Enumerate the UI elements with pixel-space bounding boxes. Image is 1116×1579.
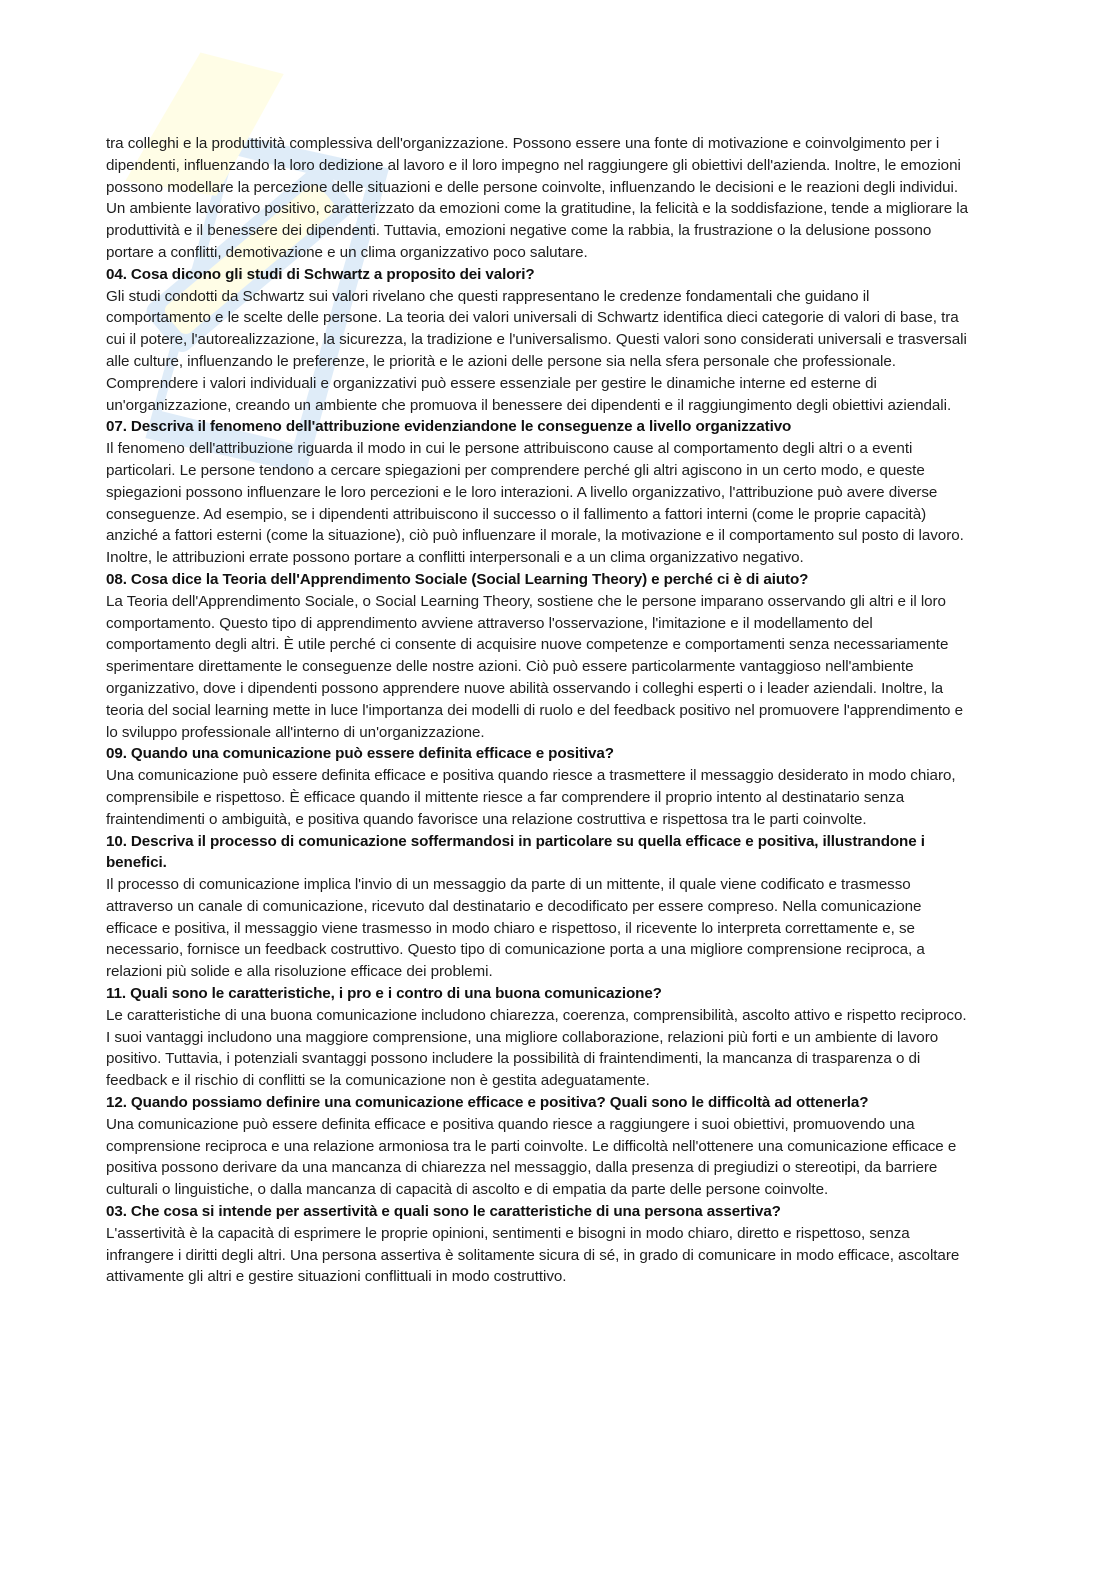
answer-paragraph: Il processo di comunicazione implica l'invio di un messaggio da parte di un mittente, il quale viene codificato e trasmesso attraverso un canale di comunicazione, ricevuto dal destinatario e decodificato per essere compreso. Nella comunicazione efficace e positiva, il messaggio viene trasmesso in modo chiaro e rispettoso, il ricevente lo interpreta correttamente e, se necessario, fornisce un feedback costruttivo. Questo tipo di comunicazione porta a una migliore comprensione reciproca, a relazioni più solide e alla risoluzione efficace dei problemi. xyxy=(106,876,925,981)
question-heading: 08. Cosa dice la Teoria dell'Apprendimento Sociale (Social Learning Theory) e perché ci è di aiuto? xyxy=(106,570,809,588)
answer-paragraph: La Teoria dell'Apprendimento Sociale, o Social Learning Theory, sostiene che le persone imparano osservando gli altri e il loro comportamento. Questo tipo di apprendimento avviene attraverso l'osservazione, l'imitazione e il modellamento del comportamento degli altri. È utile perché ci consente di acquisire nuove competenze e comportamenti senza necessariamente sperimentare direttamente le conseguenze delle nostre azioni. Ciò può essere particolarmente vantaggioso nell'ambiente organizzativo, dove i dipendenti possono apprendere nuove abilità osservando i colleghi esperti o i leader aziendali. Inoltre, la teoria del social learning mette in luce l'importanza dei modelli di ruolo e del feedback positivo nel promuovere l'apprendimento e lo sviluppo professionale all'interno di un'organizzazione. xyxy=(106,592,963,741)
question-heading: 03. Che cosa si intende per assertività e quali sono le caratteristiche di una persona assertiva? xyxy=(106,1203,781,1221)
answer-paragraph: Le caratteristiche di una buona comunicazione includono chiarezza, coerenza, comprensibilità, ascolto attivo e rispetto reciproco. I suoi vantaggi includono una maggiore comprensione, una migliore collaborazione, relazioni più forti e un ambiente di lavoro positivo. Tuttavia, i potenziali svantaggi possono includere la possibilità di fraintendimenti, la mancanza di trasparenza o di feedback e il rischio di conflitti se la comunicazione non è gestita adeguatamente. xyxy=(106,1006,967,1090)
answer-paragraph: Il fenomeno dell'attribuzione riguarda il modo in cui le persone attribuiscono cause al comportamento degli altri o a eventi particolari. Le persone tendono a cercare spiegazioni per comprendere perché gli altri agiscono in un certo modo, e queste spiegazioni possono influenzare le loro percezioni e le loro interazioni. A livello organizzativo, l'attribuzione può avere diverse conseguenze. Ad esempio, se i dipendenti attribuiscono il successo o il fallimento a fattori interni (come le proprie capacità) anziché a fattori esterni (come la situazione), ciò può influenzare il morale, la motivazione e il comportamento sul posto di lavoro. Inoltre, le attribuzioni errate possono portare a conflitti interpersonali e a un clima organizzativo negativo. xyxy=(106,440,964,567)
question-heading: 09. Quando una comunicazione può essere definita efficace e positiva? xyxy=(106,745,614,763)
document-body xyxy=(106,133,974,1288)
question-heading: 10. Descriva il processo di comunicazione soffermandosi in particolare su quella efficace e positiva, illustrandone i benefici. xyxy=(106,832,925,872)
answer-paragraph: L'assertività è la capacità di esprimere le proprie opinioni, sentimenti e bisogni in modo chiaro, diretto e rispettoso, senza infrangere i diritti degli altri. Una persona assertiva è solitamente sicura di sé, in grado di comunicare in modo efficace, ascoltare attivamente gli altri e gestire situazioni conflittuali in modo costruttivo. xyxy=(106,1224,960,1286)
intro-paragraph: tra colleghi e la produttività complessiva dell'organizzazione. Possono essere una fonte di motivazione e coinvolgimento per i dipendenti, influenzando la loro dedizione al lavoro e il loro impegno nel raggiungere gli obiettivi dell'azienda. Inoltre, le emozioni possono modellare la percezione delle situazioni e delle persone coinvolte, influenzando le decisioni e le reazioni degli individui. Un ambiente lavorativo positivo, caratterizzato da emozioni come la gratitudine, la felicità e la soddisfazione, tende a migliorare la produttività e il benessere dei dipendenti. Tuttavia, emozioni negative come la rabbia, la frustrazione o la delusione possono portare a conflitti, demotivazione e un clima organizzativo poco salutare. xyxy=(106,135,968,261)
question-heading: 11. Quali sono le caratteristiche, i pro e i contro di una buona comunicazione? xyxy=(106,985,662,1003)
answer-paragraph: Gli studi condotti da Schwartz sui valori rivelano che questi rappresentano le credenze fondamentali che guidano il comportamento e le scelte delle persone. La teoria dei valori universali di Schwartz identifica dieci categorie di valori di base, tra cui il potere, l'autorealizzazione, la sicurezza, la tradizione e l'universalismo. Questi valori sono considerati universali e trasversali alle culture, influenzando le preferenze, le priorità e le azioni delle persone sia nella sfera personale che professionale. Comprendere i valori individuali e organizzativi può essere essenziale per gestire le dinamiche interne ed esterne di un'organizzazione, creando un ambiente che promuova il benessere dei dipendenti e il raggiungimento degli obiettivi aziendali. xyxy=(106,287,967,414)
question-heading: 04. Cosa dicono gli studi di Schwartz a proposito dei valori? xyxy=(106,265,535,283)
question-heading: 07. Descriva il fenomeno dell'attribuzione evidenziandone le conseguenze a livello organizzativo xyxy=(106,418,792,436)
question-heading: 12. Quando possiamo definire una comunicazione efficace e positiva? Quali sono le difficoltà ad ottenerla? xyxy=(106,1094,869,1112)
answer-paragraph: Una comunicazione può essere definita efficace e positiva quando riesce a trasmettere il messaggio desiderato in modo chiaro, comprensibile e rispettoso. È efficace quando il mittente riesce a far comprendere il proprio intento al destinatario senza fraintendimenti o ambiguità, e positiva quando favorisce una relazione costruttiva e rispettosa tra le parti coinvolte. xyxy=(106,767,956,828)
answer-paragraph: Una comunicazione può essere definita efficace e positiva quando riesce a raggiungere i suoi obiettivi, promuovendo una comprensione reciproca e una relazione armoniosa tra le parti coinvolte. Le difficoltà nell'ottenere una comunicazione efficace e positiva possono derivare da una mancanza di chiarezza nel messaggio, dalla presenza di pregiudizi o stereotipi, da barriere culturali o linguistiche, o dalla mancanza di capacità di ascolto e di empatia da parte delle persone coinvolte. xyxy=(106,1115,957,1199)
